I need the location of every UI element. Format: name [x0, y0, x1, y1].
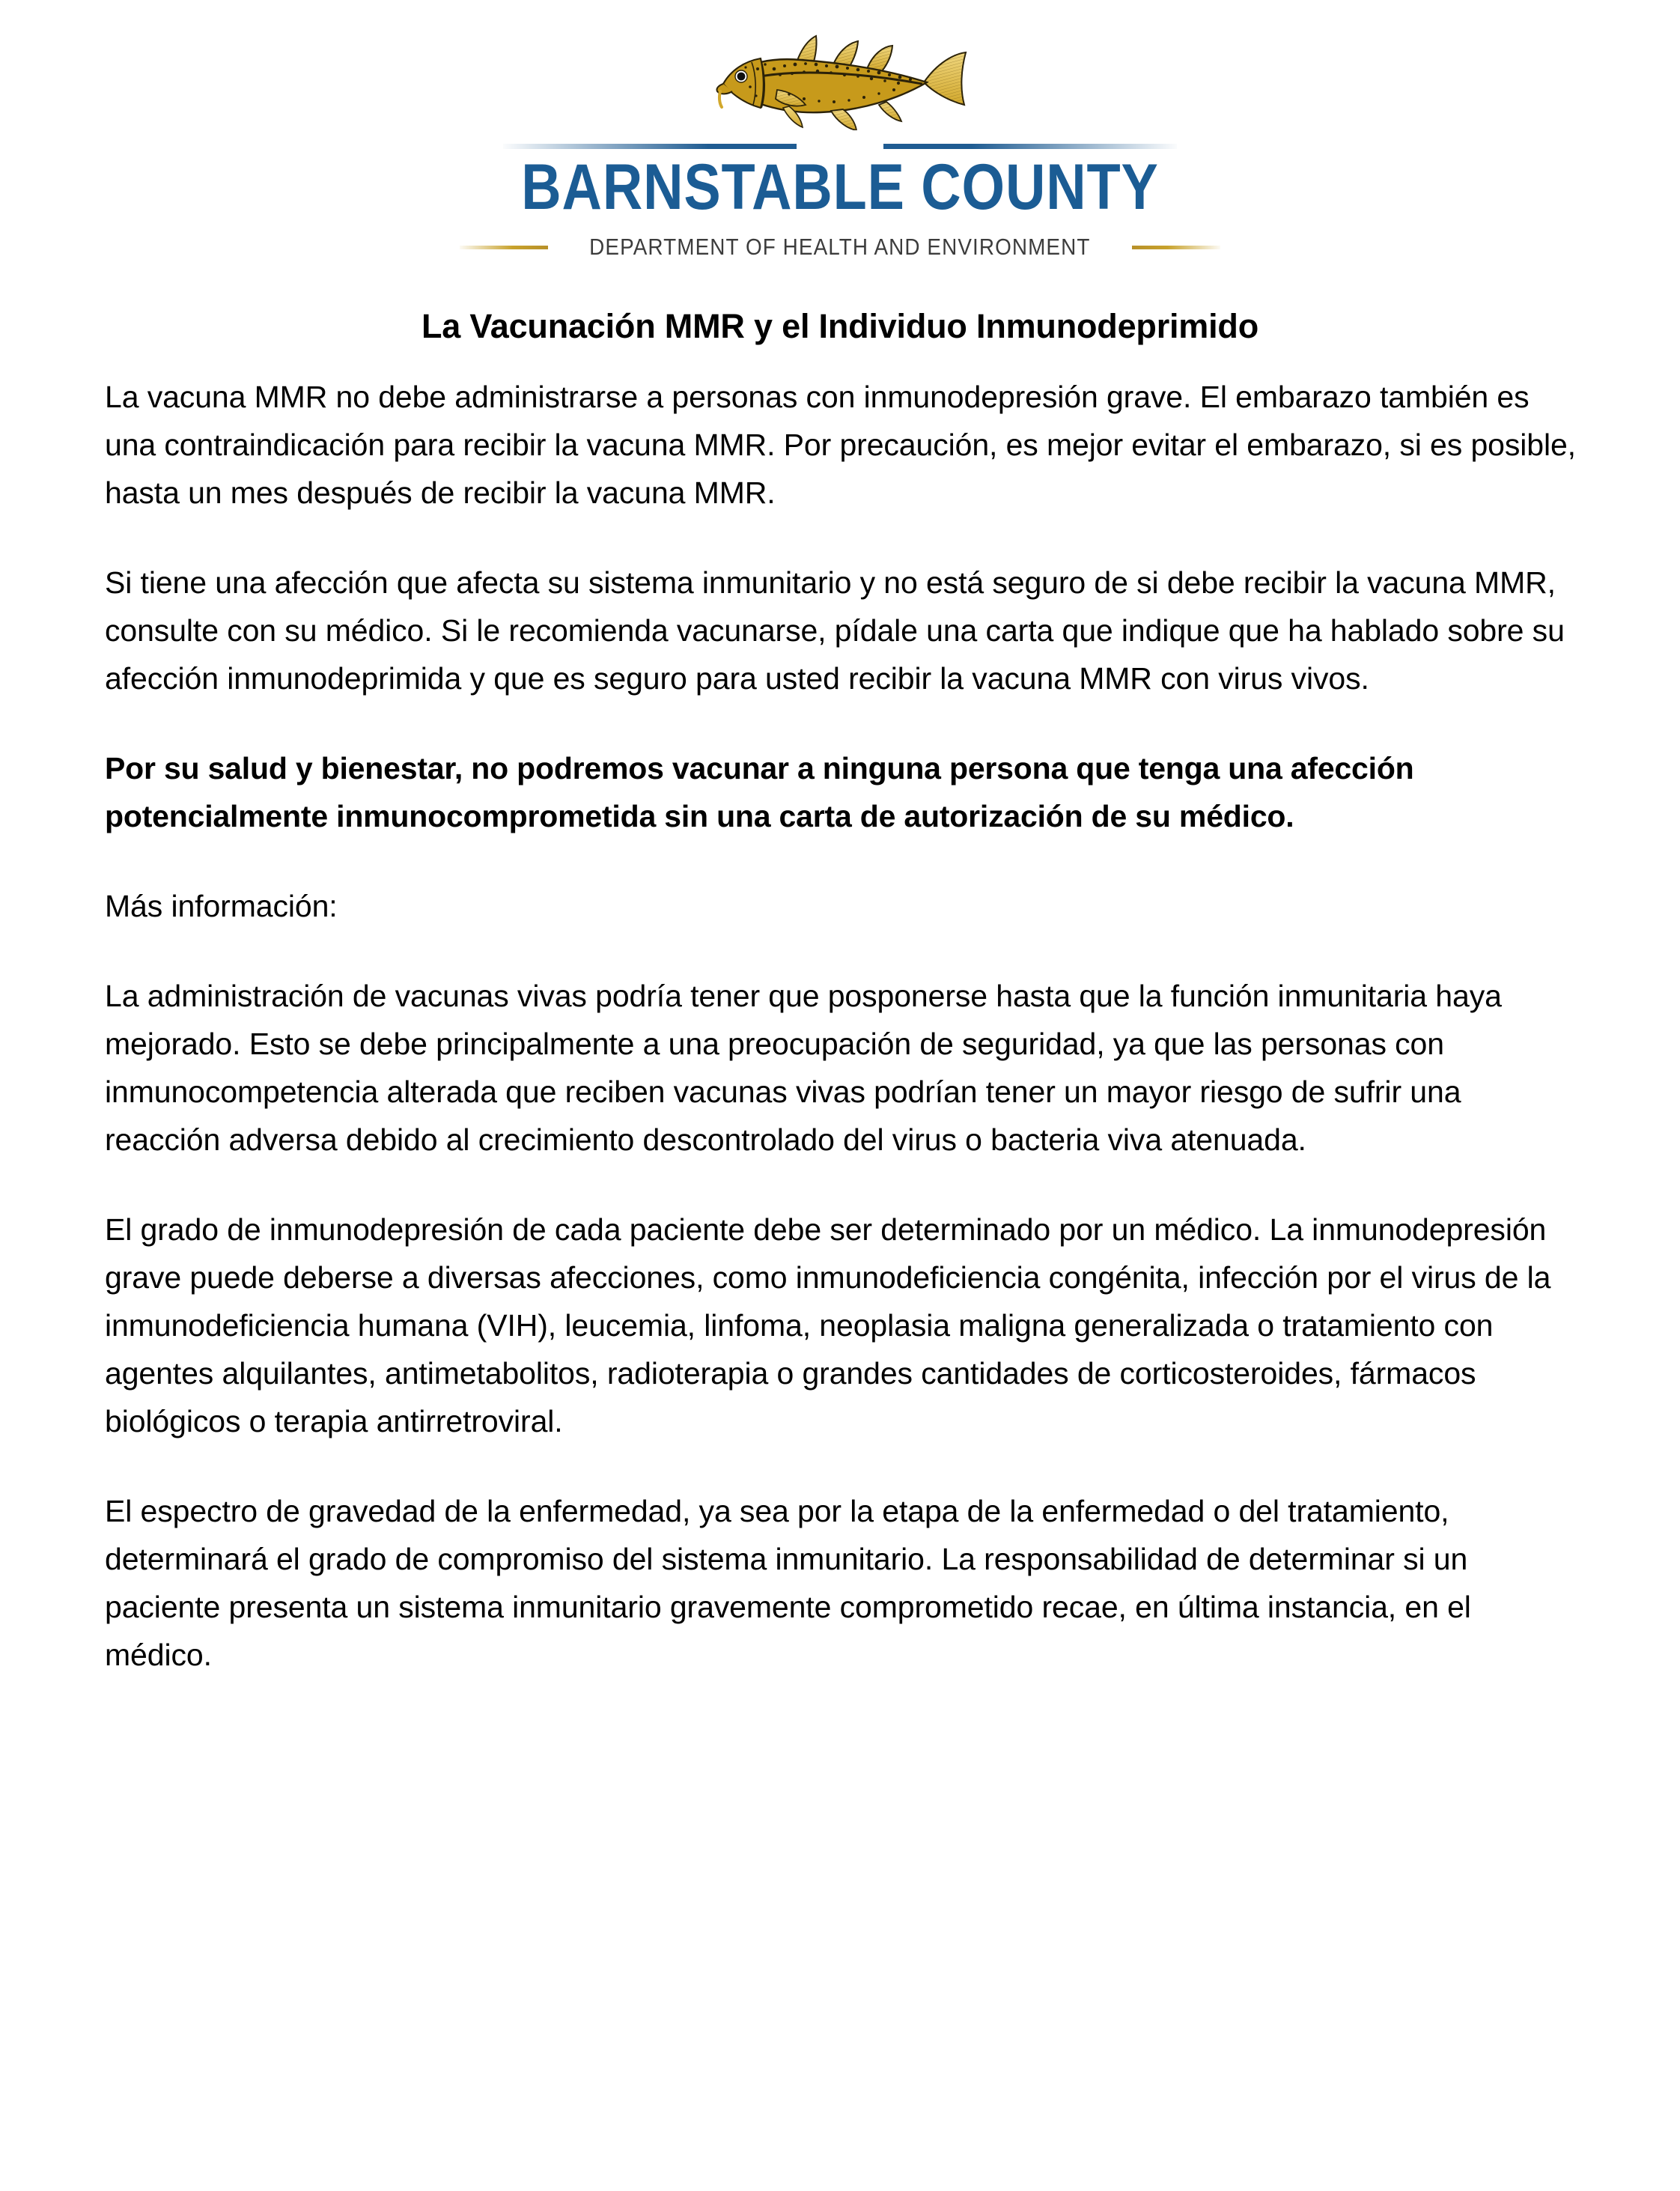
department-row	[503, 232, 1177, 262]
blue-rule-left	[503, 144, 797, 149]
paragraph-5: La administración de vacunas vivas podría tener que posponerse hasta que la función inmunitaria haya mejorado. Esto se debe principalmente a una preocupación de seguridad, ya que las personas con inmunocompetencia alterada que reciben vacunas vivas podrían tener un mayor riesgo de sufrir una reacción adversa debido al crecimiento descontrolado del virus o bacteria viva atenuada.	[105, 979, 1502, 1157]
department-name: DEPARTMENT OF HEALTH AND ENVIRONMENT	[589, 234, 1091, 260]
paragraph-7: El espectro de gravedad de la enfermedad, ya sea por la etapa de la enfermedad o del tratamiento, determinará el grado de compromiso del sistema inmunitario. La responsabilidad de determinar si un paciente presenta un sistema inmunitario gravemente comprometido recae, en última instancia, en el médico.	[105, 1494, 1471, 1672]
agency-logo	[0, 16, 1680, 264]
county-name: BARNSTABLE COUNTY	[521, 151, 1159, 223]
paragraph-3-emphasis: Por su salud y bienestar, no podremos vacunar a ninguna persona que tenga una afección potencialmente inmunocomprometida sin una carta de autorización de su médico.	[105, 751, 1414, 833]
blue-rule-right	[883, 144, 1177, 149]
gold-dash-left	[460, 246, 548, 249]
gold-dash-right	[1132, 246, 1220, 249]
cod-fish-icon	[705, 16, 975, 130]
paragraph-4-more-info-heading: Más información:	[105, 889, 338, 923]
document-body	[105, 373, 1578, 1679]
page-title: La Vacunación MMR y el Individuo Inmunodeprimido	[421, 307, 1259, 346]
logo-blue-rules	[503, 144, 1177, 151]
paragraph-1: La vacuna MMR no debe administrarse a personas con inmunodepresión grave. El embarazo también es una contraindicación para recibir la vacuna MMR. Por precaución, es mejor evitar el embarazo, si es posible, hasta un mes después de recibir la vacuna MMR.	[105, 380, 1576, 510]
paragraph-6: El grado de inmunodepresión de cada paciente debe ser determinado por un médico. La inmunodepresión grave puede deberse a diversas afecciones, como inmunodeficiencia congénita, infección por el virus de la inmunodeficiencia humana (VIH), leucemia, linfoma, neoplasia maligna generalizada o tratamiento con agentes alquilantes, antimetabolitos, radioterapia o grandes cantidades de corticosteroides, fármacos biológicos o terapia antirretroviral.	[105, 1212, 1551, 1438]
paragraph-2: Si tiene una afección que afecta su sistema inmunitario y no está seguro de si debe recibir la vacuna MMR, consulte con su médico. Si le recomienda vacunarse, pídale una carta que indique que ha hablado sobre su afección inmunodeprimida y que es seguro para usted recibir la vacuna MMR con virus vivos.	[105, 565, 1565, 696]
